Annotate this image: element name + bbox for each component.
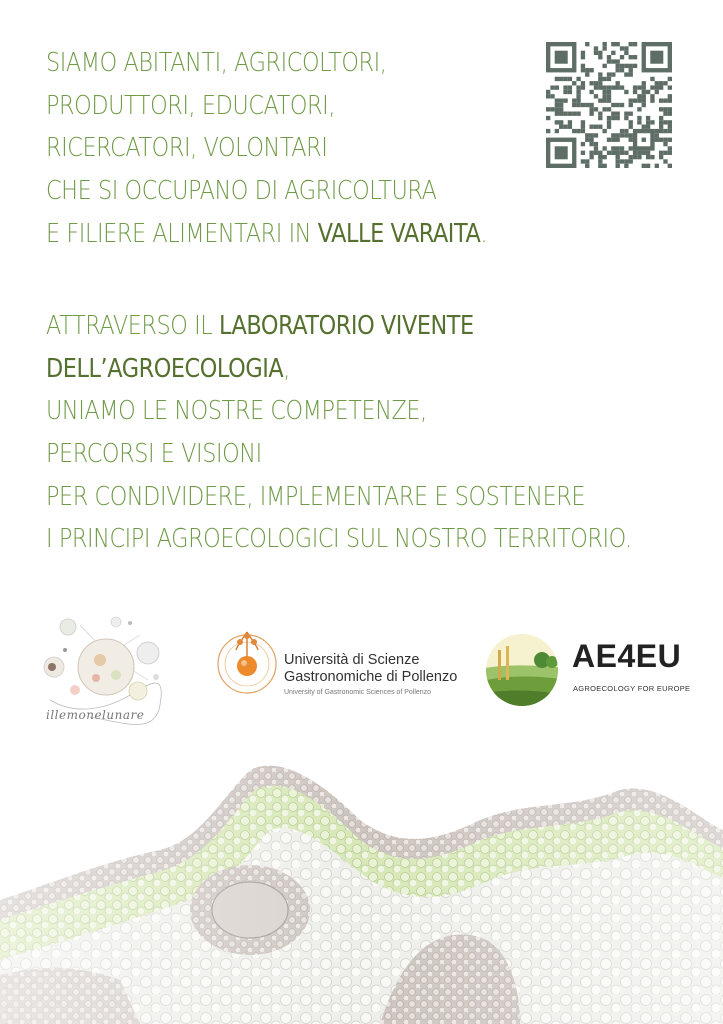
paragraph2-line bbox=[46, 518, 632, 561]
body-text: PER CONDIVIDERE, IMPLEMENTARE E SOSTENERE bbox=[46, 481, 586, 512]
body-text: ATTRAVERSO IL bbox=[46, 311, 219, 341]
paragraph1-line bbox=[46, 170, 487, 213]
paragraph2-line bbox=[46, 348, 632, 391]
highlighted-text: LABORATORIO VIVENTE bbox=[218, 311, 474, 341]
body-text: . bbox=[480, 218, 488, 249]
body-text: UNIAMO LE NOSTRE COMPETENZE, bbox=[46, 396, 427, 427]
paragraph1-line bbox=[46, 127, 487, 170]
body-text: PRODUTTORI, EDUCATORI, bbox=[46, 90, 336, 121]
body-text: , bbox=[283, 353, 290, 384]
paragraph1-line bbox=[46, 213, 487, 256]
highlighted-text: VALLE VARAITA bbox=[317, 218, 481, 249]
highlighted-text: DELL’AGROECOLOGIA bbox=[46, 353, 284, 384]
body-text: CHE SI OCCUPANO DI AGRICOLTURA bbox=[46, 176, 437, 207]
ae4eu-landscape-icon bbox=[476, 632, 568, 708]
body-text: E FILIERE ALIMENTARI IN bbox=[46, 218, 318, 249]
plant-tissue-image bbox=[0, 760, 723, 1024]
unisg-logo bbox=[214, 622, 458, 702]
ae4eu-title: AE4EU bbox=[572, 638, 682, 674]
body-text: PERCORSI E VISIONI bbox=[46, 439, 262, 470]
paragraph2-line bbox=[46, 305, 632, 348]
unisg-name-line1: Università di Scienze bbox=[284, 652, 420, 668]
unisg-name-english: University of Gastronomic Sciences of Pollenzo bbox=[284, 689, 432, 696]
intro-paragraph bbox=[46, 42, 487, 255]
unisg-seal-icon bbox=[214, 622, 280, 702]
ae4eu-logo bbox=[476, 632, 696, 708]
body-text: SIAMO ABITANTI, AGRICOLTORI, bbox=[46, 48, 387, 78]
body-text: I PRINCIPI AGROECOLOGICI SUL NOSTRO TERRITORIO. bbox=[46, 524, 632, 555]
unisg-name-line2: Gastronomiche di Pollenzo bbox=[284, 669, 458, 685]
illemonelunare-signature: illemonelunare bbox=[46, 708, 145, 722]
paragraph2-line bbox=[46, 476, 632, 519]
paragraph2-line bbox=[46, 390, 632, 433]
mission-paragraph bbox=[46, 305, 632, 561]
paragraph1-line bbox=[46, 42, 487, 85]
paragraph2-line bbox=[46, 433, 632, 476]
qr-code[interactable] bbox=[546, 42, 672, 168]
paragraph1-line bbox=[46, 85, 487, 128]
illemonelunare-logo bbox=[30, 605, 175, 735]
ae4eu-subtitle: AGROECOLOGY FOR EUROPE bbox=[573, 684, 691, 693]
body-text: RICERCATORI, VOLONTARI bbox=[46, 133, 328, 164]
